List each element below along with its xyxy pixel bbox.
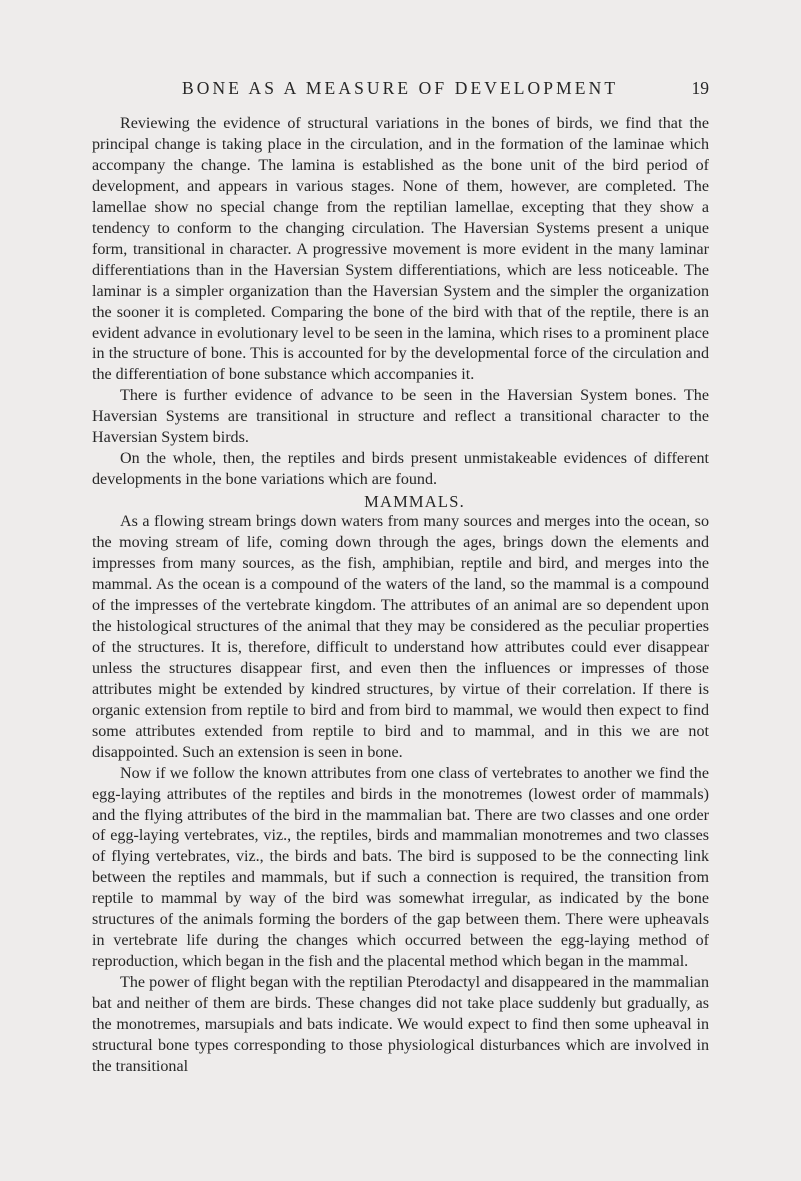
paragraph: Now if we follow the known attributes from one class of vertebrates to another we find the egg-laying attributes of the reptiles and birds in the monotremes (lowest order of mammals) and the flying attributes of the bird in the mammalian bat. There are two classes and one order of egg-laying vertebrates, viz., the reptiles, birds and mammalian monotremes and two classes of flying vertebrates, viz., the birds and bats. The bird is supposed to be the connecting link between the reptiles and mammals, but if such a connection is required, the transition from reptile to mammal by way of the bird was somewhat irregular, as indicated by the bone structures of the animals forming the borders of the gap between them. There were upheavals in vertebrate life during the changes which occurred between the egg-laying method of reproduction, which began in the fish and the placental method which began in the mammal. xyxy=(92,764,709,971)
paragraph: The power of flight began with the reptilian Pterodactyl and disappeared in the mammalian bat and neither of them are birds. These changes did not take place suddenly but gradually, as the monotremes, marsupials and bats indicate. We would expect to find then some upheaval in structural bone types corresponding to those physiological disturbances which are involved in the transitional xyxy=(92,974,709,1075)
paragraph: There is further evidence of advance to be seen in the Haversian System bones. The Haversian Systems are transitional in structure and reflect a transitional character to the Haversian System birds. xyxy=(92,387,709,447)
body-text xyxy=(92,114,709,1078)
section-heading: MAMMALS. xyxy=(364,492,465,512)
running-head xyxy=(182,78,709,102)
running-head-title: BONE AS A MEASURE OF DEVELOPMENT xyxy=(182,78,619,98)
paragraph: On the whole, then, the reptiles and birds present unmistakeable evidences of different developments in the bone variations which are found. xyxy=(92,450,709,489)
page-number: 19 xyxy=(691,78,709,98)
paragraph: As a flowing stream brings down waters from many sources and merges into the ocean, so the moving stream of life, coming down through the ages, brings down the elements and impresses from many sources, as the fish, amphibian, reptile and bird, and merges into the mammal. As the ocean is a compound of the waters of the land, so the mammal is a compound of the impresses of the vertebrate kingdom. The attributes of an animal are so dependent upon the histological structures of the animal that they may be considered as the peculiar properties of the structures. It is, therefore, difficult to understand how attributes could ever disappear unless the structures disappear first, and even then the influences or impresses of those attributes might be extended by kindred structures, by virtue of their correlation. If there is organic extension from reptile to bird and from bird to mammal, we would then expect to find some attributes extended from reptile to bird and to mammal, and in this we are not disappointed. Such an extension is seen in bone. xyxy=(92,513,709,761)
paragraph: Reviewing the evidence of structural variations in the bones of birds, we find that the principal change is taking place in the circulation, and in the formation of the laminae which accompany the change. The lamina is established as the bone unit of the bird period of development, and appears in various stages. None of them, however, are completed. The lamellae show no special change from the reptilian lamellae, excepting that they show a tendency to conform to the changing circulation. The Haversian Systems present a unique form, transitional in character. A progressive movement is more evident in the many laminar differentiations than in the Haversian System differentiations, which are less noticeable. The laminar is a simpler organization than the Haversian System and the simpler the organization the sooner it is completed. Comparing the bone of the bird with that of the reptile, there is an evident advance in evolutionary level to be seen in the lamina, which rises to a prominent place in the structure of bone. This is accounted for by the developmental force of the circulation and the differentiation of bone substance which accompanies it. xyxy=(92,115,709,384)
